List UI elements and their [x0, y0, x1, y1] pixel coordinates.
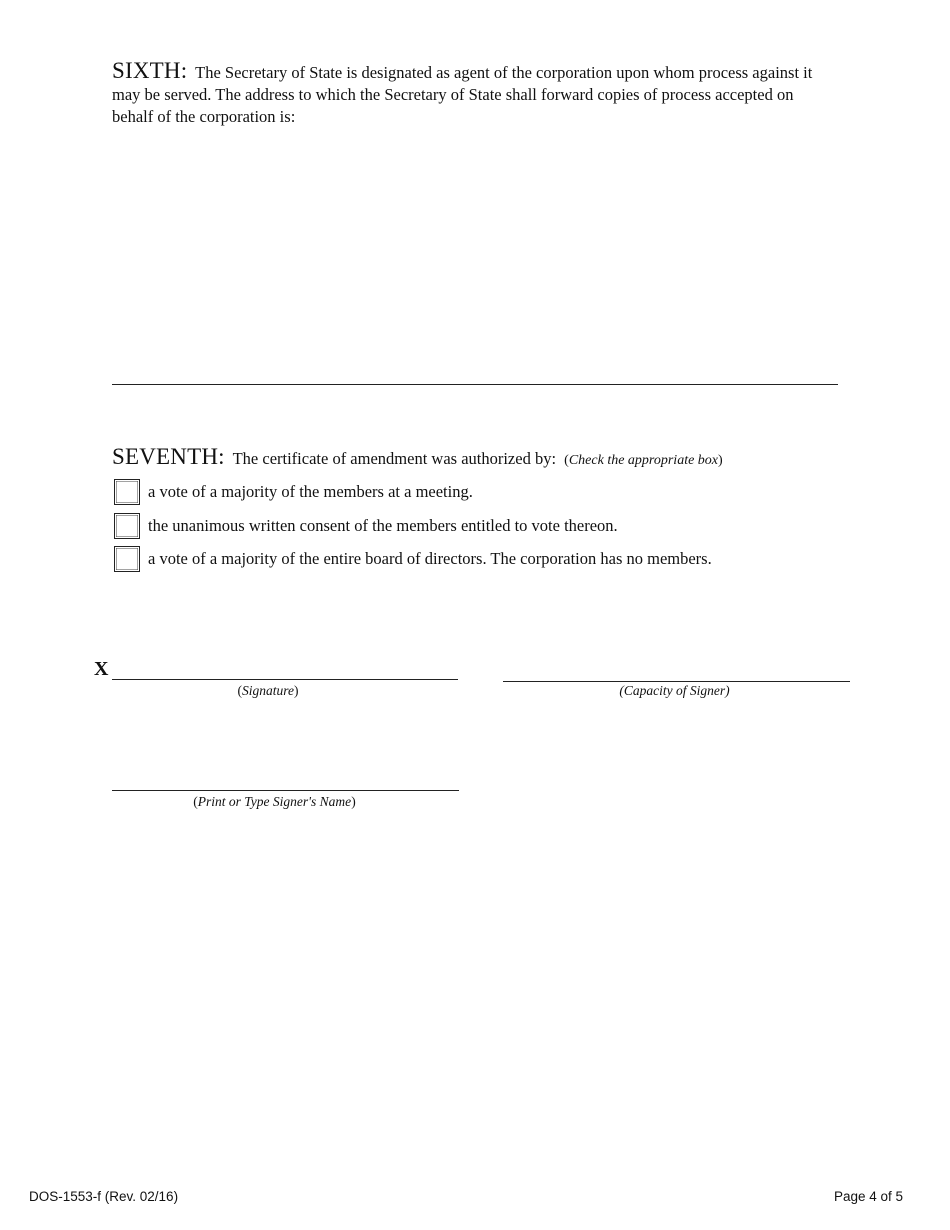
sixth-text: The Secretary of State is designated as agent of the corporation upon whom process against it may be served. The address to which the Secretary of State shall forward copies of process accepted on behalf of the corporation is:: [112, 63, 813, 126]
option-row-unanimous-consent: [114, 511, 618, 541]
checkbox-unanimous-consent[interactable]: [114, 513, 140, 539]
option-label-members-meeting: a vote of a majority of the members at a meeting.: [148, 482, 473, 501]
form-id: DOS-1553-f (Rev. 02/16): [29, 1189, 179, 1204]
checkbox-board-vote[interactable]: [114, 546, 140, 572]
signature-x-mark: X: [94, 658, 109, 680]
capacity-caption: (Capacity of Signer): [619, 683, 730, 698]
seventh-heading: SEVENTH:: [112, 444, 225, 469]
signature-line[interactable]: [112, 679, 458, 680]
checkbox-members-meeting[interactable]: [114, 479, 140, 505]
address-line[interactable]: [112, 384, 838, 385]
page-number: Page 4 of 5: [833, 1189, 903, 1204]
option-row-members-meeting: [114, 477, 473, 507]
signature-caption: (Signature): [237, 683, 299, 698]
capacity-line[interactable]: [503, 681, 850, 682]
sixth-heading: SIXTH:: [112, 58, 188, 83]
signer-name-caption: (Print or Type Signer's Name): [193, 794, 356, 809]
option-label-board-vote: a vote of a majority of the entire board of directors. The corporation has no members.: [148, 549, 712, 568]
seventh-section: [112, 444, 872, 470]
seventh-text: The certificate of amendment was authorized by:: [232, 449, 557, 468]
sixth-section: [112, 60, 837, 128]
check-note: (Check the appropriate box): [564, 453, 723, 468]
option-row-board-vote: [114, 544, 712, 574]
signer-name-line[interactable]: [112, 790, 459, 791]
option-label-unanimous-consent: the unanimous written consent of the members entitled to vote thereon.: [148, 516, 618, 535]
